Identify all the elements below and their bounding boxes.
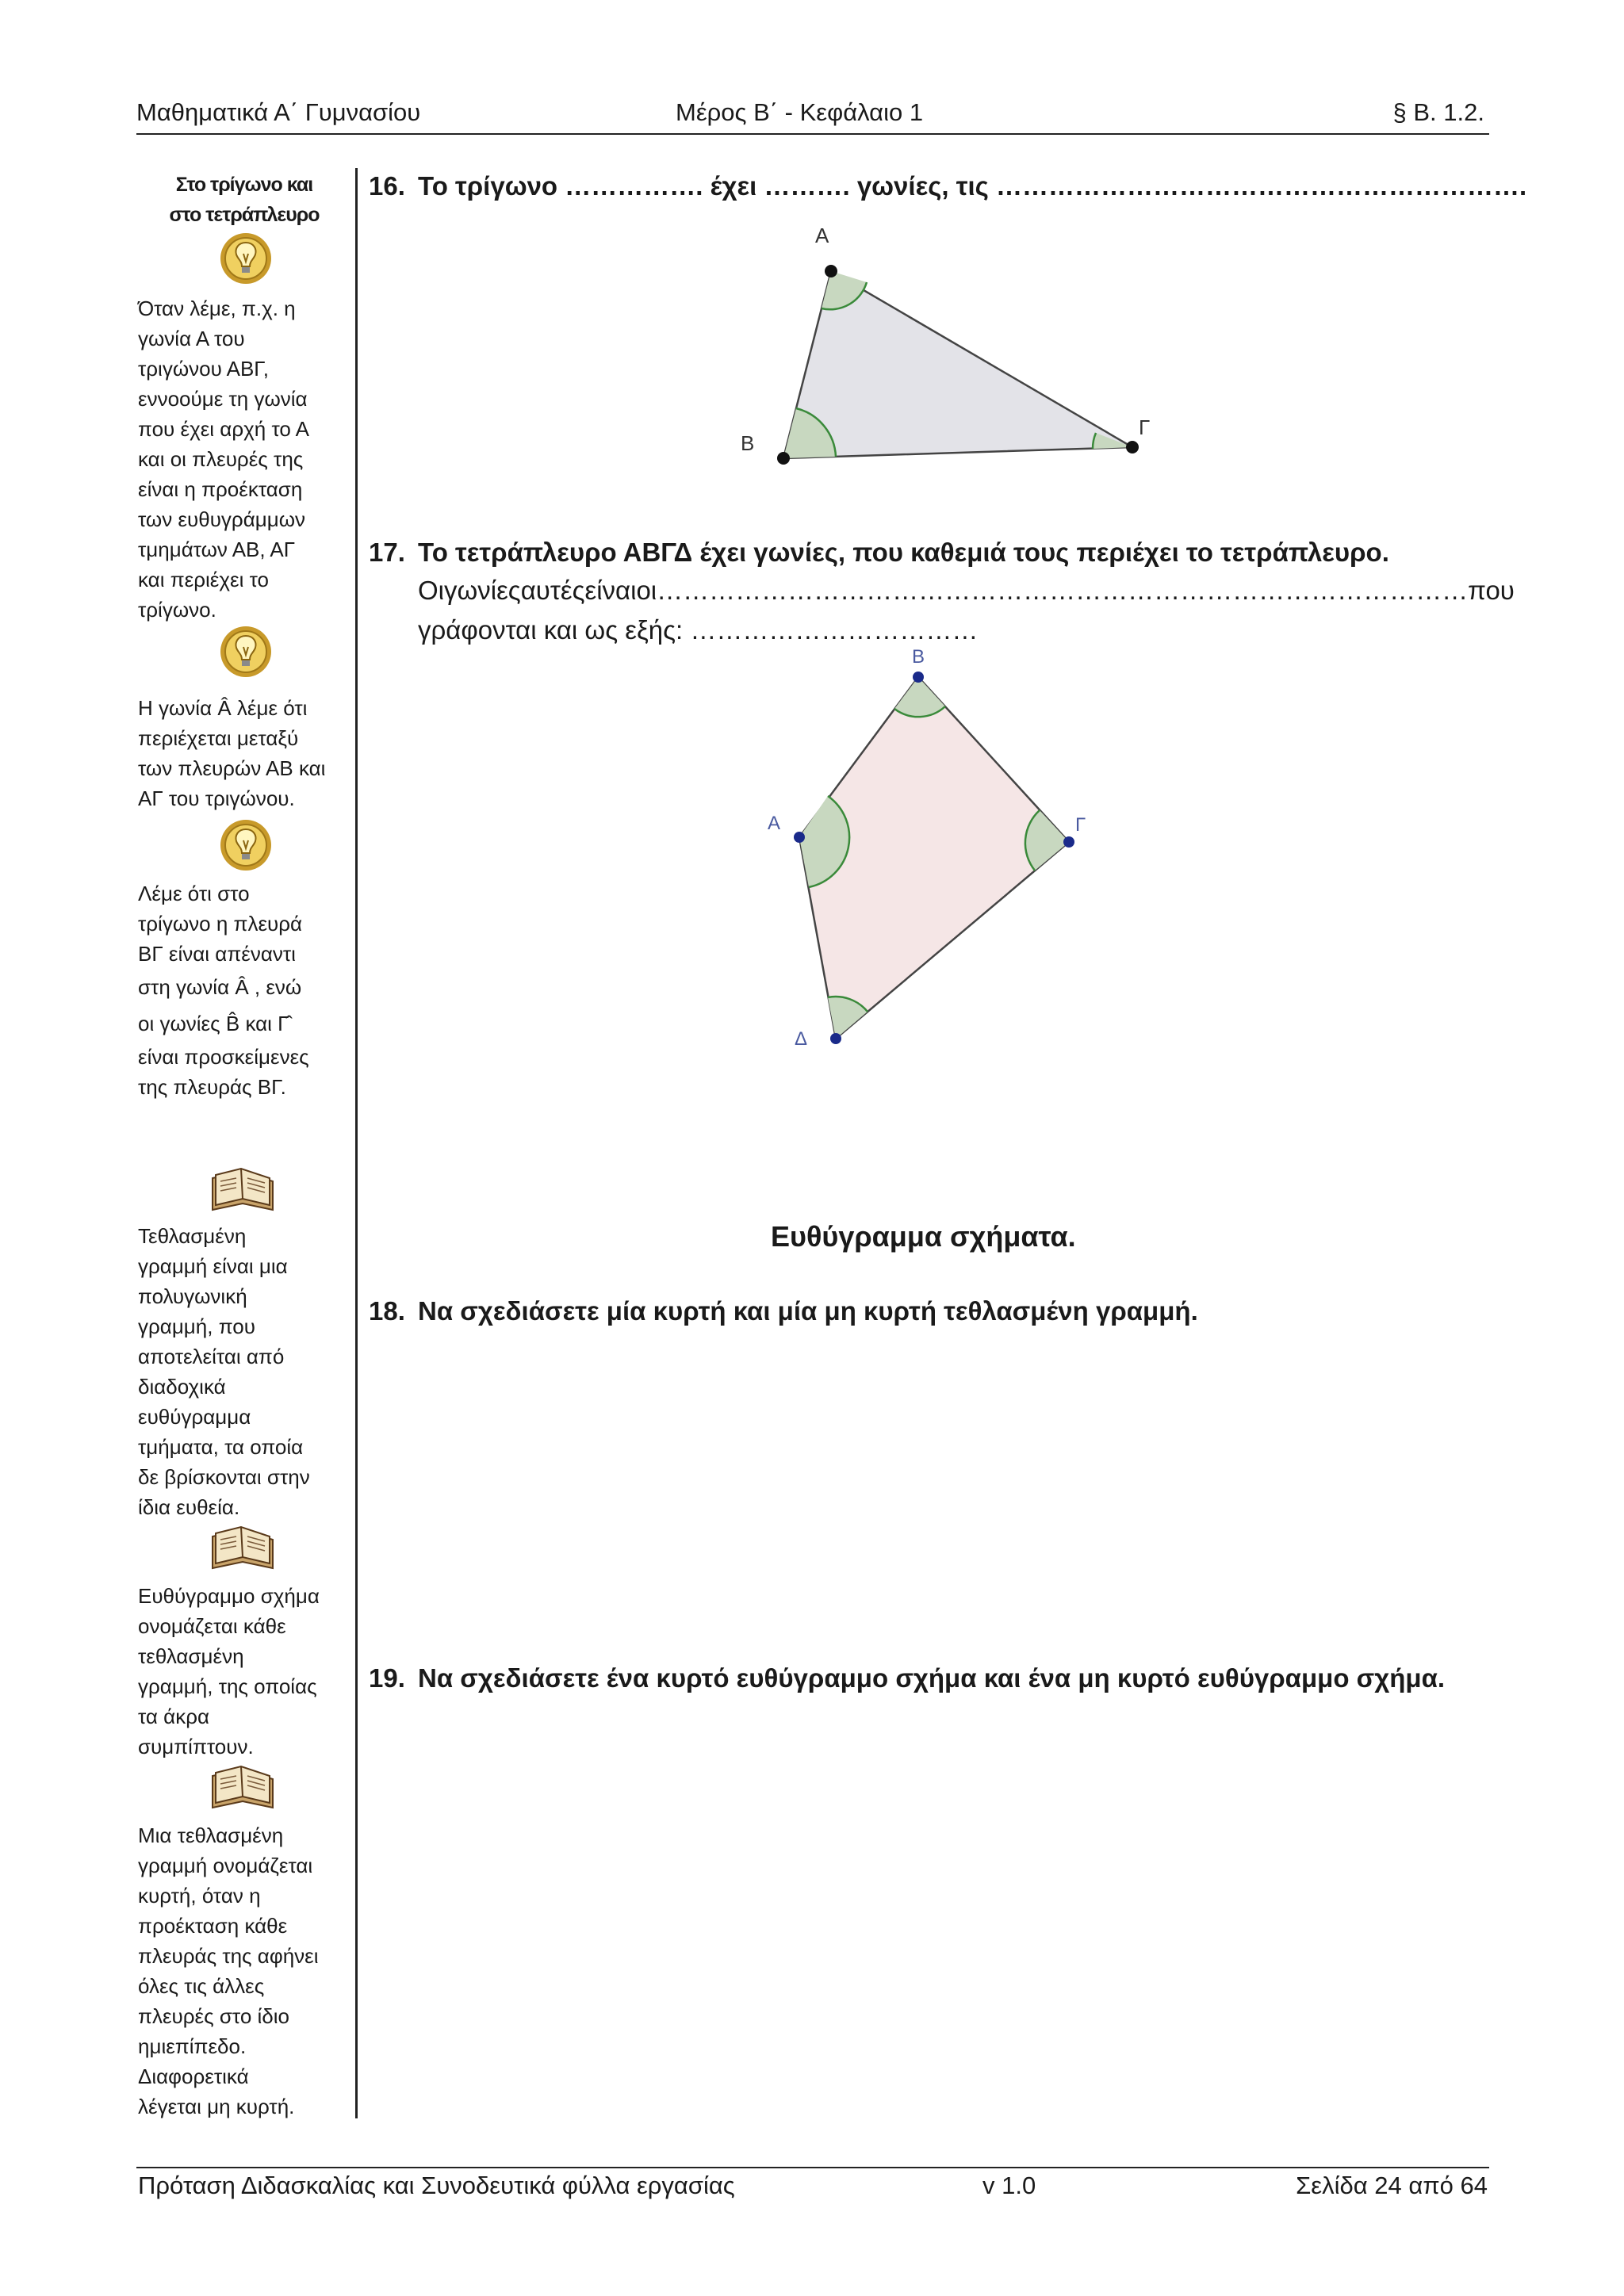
- quadrilateral-figure: [753, 644, 1118, 1056]
- sidebar-line: γραμμή, που: [138, 1314, 255, 1338]
- word: οι: [636, 576, 657, 605]
- sidebar-line: γραμμή, της οποίας: [138, 1674, 317, 1698]
- sidebar-line: τμήματα, τα οποία: [138, 1435, 304, 1459]
- question-number: 16.: [369, 171, 405, 201]
- sidebar-title-line1: Στο τρίγωνο και: [175, 174, 313, 196]
- vertex-b: [913, 672, 924, 683]
- header-chapter: Μέρος Β΄ - Κεφάλαιο 1: [676, 98, 924, 126]
- sidebar-line: εννοούμε τη γωνία: [138, 387, 308, 411]
- sidebar-title-line2: στο τετράπλευρο: [169, 204, 320, 226]
- footer-title: Πρόταση Διδασκαλίας και Συνοδευτικά φύλλα εργασίας: [138, 2172, 735, 2199]
- sidebar-line: προέκταση κάθε: [138, 1914, 288, 1938]
- question-19: [369, 1662, 1487, 1697]
- sidebar-line: περιέχεται μεταξύ: [138, 726, 299, 750]
- book-icon: [209, 1164, 276, 1216]
- sidebar-note-angle-included: [138, 693, 354, 813]
- sidebar-line: γωνία Α του: [138, 327, 245, 350]
- sidebar-line: αποτελείται από: [138, 1345, 285, 1368]
- sidebar-note-opposite-side: [138, 878, 354, 1102]
- sidebar-line: τμημάτων ΑΒ, ΑΓ: [138, 538, 296, 561]
- question-number: 17.: [369, 538, 405, 567]
- header-subject: Μαθηματικά Α΄ Γυμνασίου: [136, 98, 421, 126]
- sidebar-line: ΑΓ του τριγώνου.: [138, 786, 295, 810]
- label-a: Α: [815, 224, 829, 247]
- label-c: Γ: [1075, 814, 1086, 836]
- question-text: Το τρίγωνο ……………. έχει ………. γωνίες, τις …………………………………………………….: [418, 171, 1527, 201]
- sidebar-line: δε βρίσκονται στην: [138, 1465, 310, 1489]
- vertex-a: [794, 832, 805, 843]
- sidebar-line: πολυγωνική: [138, 1284, 247, 1308]
- question-number: 18.: [369, 1296, 405, 1326]
- sidebar-line: ευθύγραμμα: [138, 1405, 251, 1429]
- question-16: [369, 170, 1527, 205]
- book-icon: [209, 1522, 276, 1575]
- sidebar-line: γραμμή είναι μια: [138, 1254, 288, 1278]
- word: είναι: [584, 576, 637, 605]
- bulb-icon: [219, 817, 273, 877]
- sidebar-line: είναι προσκείμενες: [138, 1045, 309, 1069]
- triangle-figure: [714, 216, 1174, 477]
- word: που: [1468, 576, 1515, 605]
- sidebar-line: λέγεται μη κυρτή.: [138, 2095, 295, 2118]
- answer-blank: …………………………………………………………………………………: [657, 576, 1469, 605]
- vertex-a: [825, 265, 837, 277]
- sidebar-line: που έχει αρχή το Α: [138, 417, 309, 441]
- sidebar-line: ημιεπίπεδο.: [138, 2034, 247, 2058]
- sidebar-line: είναι η προέκταση: [138, 477, 303, 501]
- label-a: Α: [768, 813, 781, 834]
- page-header: [136, 97, 1489, 133]
- header-rule: [136, 133, 1489, 135]
- sidebar-line: ίδια ευθεία.: [138, 1495, 240, 1519]
- bulb-icon: [219, 623, 273, 683]
- sidebar-divider: [355, 168, 358, 2118]
- sidebar-line: οι γωνίες B̂ και Γ̂: [138, 1012, 289, 1035]
- sidebar-line: διαδοχικά: [138, 1375, 226, 1399]
- page-footer: [136, 2168, 1489, 2205]
- sidebar: [136, 166, 352, 2117]
- sidebar-note-angle-definition: [138, 293, 354, 625]
- word: Οι: [418, 576, 444, 605]
- vertex-c: [1126, 441, 1139, 453]
- question-text: Να σχεδιάσετε ένα κυρτό ευθύγραμμο σχήμα και ένα μη κυρτό ευθύγραμμο σχήμα.: [418, 1663, 1446, 1693]
- question-18: [369, 1295, 1487, 1330]
- sidebar-line: Η γωνία Â λέμε ότι: [138, 696, 308, 720]
- sidebar-line: Όταν λέμε, π.χ. η: [138, 297, 296, 320]
- justified-line: [418, 571, 1515, 610]
- sidebar-line: και περιέχει το: [138, 568, 270, 591]
- bulb-icon: [219, 230, 273, 290]
- question-17: [369, 536, 1487, 571]
- sidebar-line: τρίγωνο.: [138, 598, 216, 622]
- sidebar-line: ΒΓ είναι απέναντι: [138, 942, 296, 966]
- word: αυτές: [520, 576, 585, 605]
- header-section: § Β. 1.2.: [1392, 98, 1484, 126]
- word: γωνίες: [444, 576, 521, 605]
- question-text: Το τετράπλευρο ΑΒΓΔ έχει γωνίες, που καθεμιά τους περιέχει το τετράπλευρο.: [418, 538, 1389, 567]
- label-c: Γ: [1139, 415, 1151, 439]
- vertex-c: [1063, 836, 1074, 848]
- sidebar-line: ονομάζεται κάθε: [138, 1614, 286, 1638]
- sidebar-line: της πλευράς ΒΓ.: [138, 1075, 286, 1099]
- label-b: Β: [741, 431, 755, 455]
- question-17-line2: γράφονται και ως εξής: ……………………………: [418, 615, 979, 645]
- sidebar-line: πλευρές στο ίδιο: [138, 2004, 290, 2028]
- sidebar-line: τα άκρα: [138, 1705, 210, 1728]
- sidebar-note-convex: [138, 1820, 354, 2122]
- sidebar-line: Μια τεθλασμένη: [138, 1823, 284, 1847]
- section-title: Ευθύγραμμα σχήματα.: [771, 1220, 1076, 1253]
- vertex-d: [830, 1033, 841, 1044]
- sidebar-line: πλευράς της αφήνει: [138, 1944, 319, 1968]
- sidebar-line: των ευθυγράμμων: [138, 507, 305, 531]
- sidebar-line: Τεθλασμένη: [138, 1224, 247, 1248]
- sidebar-line: τεθλασμένη: [138, 1644, 244, 1668]
- sidebar-line: κυρτή, όταν η: [138, 1884, 261, 1908]
- footer-page-number: Σελίδα 24 από 64: [1296, 2172, 1488, 2199]
- label-b: Β: [912, 646, 925, 668]
- sidebar-line: των πλευρών ΑΒ και: [138, 756, 326, 780]
- sidebar-line: Λέμε ότι στο: [138, 882, 250, 905]
- question-17-continuation: [418, 571, 1515, 650]
- question-text: Να σχεδιάσετε μία κυρτή και μία μη κυρτή τεθλασμένη γραμμή.: [418, 1296, 1198, 1326]
- sidebar-line: τρίγωνο η πλευρά: [138, 912, 303, 936]
- sidebar-note-polyline: [138, 1221, 354, 1522]
- book-icon: [209, 1762, 276, 1814]
- vertex-b: [777, 452, 790, 465]
- question-number: 19.: [369, 1663, 405, 1693]
- sidebar-line: Ευθύγραμμο σχήμα: [138, 1584, 320, 1608]
- sidebar-line: όλες τις άλλες: [138, 1974, 265, 1998]
- sidebar-line: στη γωνία Â , ενώ: [138, 975, 302, 999]
- sidebar-line: Διαφορετικά: [138, 2064, 249, 2088]
- sidebar-line: γραμμή ονομάζεται: [138, 1854, 313, 1877]
- sidebar-note-polygon: [138, 1581, 354, 1762]
- sidebar-line: τριγώνου ΑΒΓ,: [138, 357, 269, 381]
- footer-version: v 1.0: [982, 2172, 1036, 2199]
- sidebar-line: και οι πλευρές της: [138, 447, 304, 471]
- sidebar-line: συμπίπτουν.: [138, 1735, 254, 1758]
- label-d: Δ: [795, 1028, 808, 1050]
